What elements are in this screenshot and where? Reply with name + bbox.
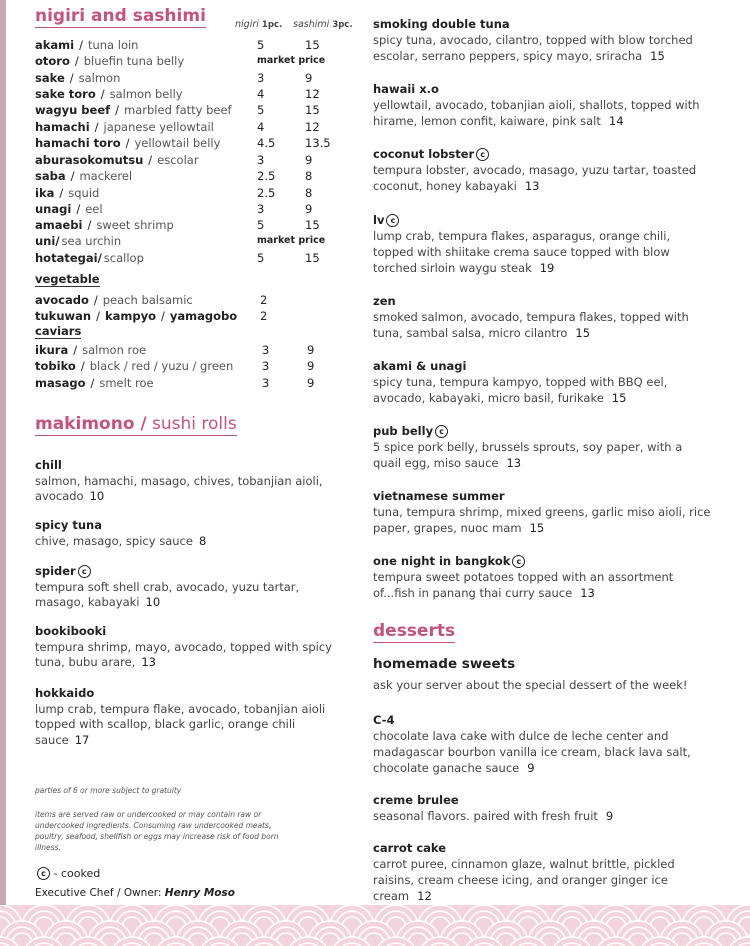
- roll-name-text: spicy tuna: [35, 518, 102, 532]
- roll-name-text: hawaii x.o: [373, 82, 439, 96]
- roll-desc: [35, 640, 335, 671]
- item-desc: black / red / yuzu / green: [89, 359, 234, 373]
- nigiri-price: 5: [257, 38, 265, 52]
- nigiri-row: [35, 233, 355, 249]
- nigiri-title-wrap: [35, 6, 206, 28]
- roll-name-text: hokkaido: [35, 686, 95, 700]
- separator: /: [69, 71, 74, 85]
- roll-desc: [373, 32, 713, 64]
- item-name: tobiko: [35, 359, 76, 373]
- roll-name-text: vietnamese summer: [373, 489, 505, 503]
- roll-price: 15: [650, 49, 665, 63]
- item-name: uni/: [35, 234, 60, 248]
- item-name: akami: [35, 38, 75, 52]
- desserts-title-wrap: [373, 621, 455, 643]
- roll-desc: [373, 439, 713, 471]
- roll-name-text: chill: [35, 458, 62, 472]
- nigiri-row: [35, 201, 355, 217]
- sashimi-price: 15: [305, 38, 320, 52]
- nigiri-price: 3: [257, 153, 265, 167]
- roll-name-text: pub belly: [373, 424, 434, 438]
- cooked-legend: [35, 867, 100, 880]
- makimono-title: [35, 414, 237, 436]
- roll-price: 19: [539, 261, 555, 275]
- dessert-name: C-4: [373, 713, 395, 727]
- separator: /: [87, 218, 92, 232]
- roll-name: [35, 458, 335, 474]
- sashimi-col-header: [293, 19, 353, 30]
- roll-name-text: bookibooki: [35, 624, 107, 638]
- separator: /: [80, 359, 85, 373]
- roll-name: [35, 624, 335, 640]
- roll-name: [373, 212, 713, 228]
- nigiri-price: 3: [262, 359, 270, 373]
- roll-item: [373, 488, 713, 536]
- nigiri-row: [35, 250, 355, 266]
- cooked-icon: c: [386, 214, 399, 227]
- roll-name-text: spider: [35, 564, 76, 578]
- item-desc: sweet shrimp: [96, 218, 174, 232]
- desserts-title: desserts: [373, 621, 456, 641]
- separator: /: [90, 376, 95, 390]
- nigiri-price: 4.5: [257, 136, 276, 150]
- separator: /: [70, 169, 75, 183]
- homemade-desc: [373, 677, 713, 693]
- nigiri-price: 5: [257, 218, 265, 232]
- roll-desc-text: yellowtail, avocado, tobanjian aioli, shallots, topped with hirame, lemon confit, kaiware, pink salt: [373, 98, 700, 128]
- separator: /: [94, 120, 99, 134]
- caviar-row: [35, 358, 355, 374]
- item-desc: marbled fatty beef: [124, 103, 232, 117]
- homemade-title: homemade sweets: [373, 656, 516, 672]
- vegetable-row-pickles: tukuwan / kampyo / yamagobo 2: [35, 309, 268, 323]
- separator: /: [100, 87, 105, 101]
- roll-name-text: lv: [373, 213, 385, 227]
- dessert-desc-text: carrot puree, cinnamon glaze, walnut brittle, pickled raisins, cream cheese icing, and oranger ginger ice cream: [373, 857, 675, 903]
- sashimi-header-qty: 3pc.: [332, 20, 353, 30]
- dessert-desc: [373, 856, 713, 904]
- roll-item: [373, 358, 713, 406]
- roll-desc-text: tempura shrimp, mayo, avocado, topped with spicy tuna, bubu arare,: [35, 639, 332, 669]
- item-desc: smelt roe: [99, 376, 154, 390]
- nigiri-col-header: [235, 19, 282, 30]
- makimono-title-a: makimono /: [35, 414, 147, 434]
- footer-wave-pattern: [0, 905, 750, 946]
- nigiri-price: 3: [262, 343, 270, 357]
- roll-desc: [373, 569, 713, 601]
- nigiri-title: nigiri and sashimi: [35, 6, 206, 26]
- roll-item: [373, 146, 713, 194]
- sashimi-price: 13.5: [305, 136, 331, 150]
- roll-desc-text: tempura lobster, avocado, masago, yuzu tartar, toasted coconut, honey kabayaki: [373, 163, 697, 193]
- roll-price: 15: [575, 326, 591, 340]
- roll-item: [35, 686, 335, 748]
- nigiri-price: 3: [257, 71, 265, 85]
- item-name: masago: [35, 376, 86, 390]
- item-desc: squid: [68, 186, 100, 200]
- separator: /: [76, 202, 81, 216]
- item-desc: scallop: [103, 251, 144, 265]
- dessert-desc: [373, 728, 713, 776]
- sashimi-header-label: sashimi: [293, 19, 330, 30]
- roll-desc-text: spicy tuna, avocado, cilantro, topped with blow torched escolar, serrano peppers, spicy mayo, sriracha: [373, 33, 693, 63]
- gratuity-note: parties of 6 or more subject to gratuity: [35, 786, 182, 795]
- roll-name-text: smoking double tuna: [373, 17, 510, 31]
- nigiri-price: 5: [257, 103, 265, 117]
- roll-item: [373, 293, 713, 341]
- item-desc: tuna loin: [87, 38, 139, 52]
- roll-desc-text: smoked salmon, avocado, tempura flakes, topped with tuna, sambal salsa, micro cilantro: [373, 310, 689, 340]
- item-desc: eel: [85, 202, 103, 216]
- sashimi-price: 9: [305, 202, 313, 216]
- item-name: otoro: [35, 54, 70, 68]
- roll-item: [35, 458, 335, 505]
- roll-name-text: akami & unagi: [373, 359, 467, 373]
- roll-desc: [373, 309, 713, 341]
- item-name: amaebi: [35, 218, 83, 232]
- roll-price: 15: [529, 521, 545, 535]
- roll-desc: [373, 97, 713, 129]
- vegetable-price: 2: [260, 293, 268, 307]
- item-desc: escolar: [157, 153, 199, 167]
- item-name: wagyu beef: [35, 103, 111, 117]
- item-desc: salmon belly: [109, 87, 183, 101]
- roll-price: 17: [74, 732, 90, 747]
- dessert-item: [373, 792, 713, 824]
- roll-desc-text: 5 spice pork belly, brussels sprouts, soy paper, with a quail egg, miso sauce: [373, 440, 683, 470]
- roll-name: [373, 553, 713, 569]
- market-price: market price: [257, 235, 326, 246]
- dessert-price: 9: [605, 809, 614, 823]
- separator: /: [148, 153, 153, 167]
- roll-name: [373, 146, 713, 162]
- roll-desc-text: tuna, tempura shrimp, mixed greens, garlic miso aioli, rice paper, grapes, nuoc mam: [373, 505, 711, 535]
- cooked-legend-text: - cooked: [53, 867, 101, 880]
- dessert-price: 12: [417, 889, 432, 903]
- dessert-item: [373, 712, 713, 776]
- roll-desc: [373, 228, 713, 276]
- nigiri-price: 3: [257, 202, 265, 216]
- roll-price: 13: [141, 655, 156, 669]
- homemade-desc-text: ask your server about the special dessert of the week!: [373, 678, 688, 692]
- dessert-price: 9: [527, 761, 535, 775]
- roll-price: 13: [524, 179, 540, 193]
- sashimi-price: 15: [305, 218, 320, 232]
- caviar-row: [35, 375, 355, 391]
- roll-price: 10: [89, 489, 105, 503]
- sashimi-price: 9: [305, 71, 313, 85]
- vegetable-desc: peach balsamic: [102, 293, 193, 307]
- item-name: ika: [35, 186, 55, 200]
- sashimi-price: 8: [305, 186, 313, 200]
- roll-desc-text: tempura soft shell crab, avocado, yuzu tartar, masago, kabayaki: [35, 579, 300, 609]
- caviar-row: [35, 342, 355, 358]
- roll-item: [373, 553, 713, 601]
- item-desc: bluefin tuna belly: [83, 54, 185, 68]
- roll-desc: [35, 534, 335, 550]
- wave-pattern-graphic: [0, 905, 750, 946]
- nigiri-row: [35, 70, 355, 86]
- separator: /: [125, 136, 130, 150]
- sashimi-price: 9: [307, 343, 315, 357]
- roll-desc: [373, 162, 713, 194]
- item-desc: mackerel: [79, 169, 133, 183]
- roll-desc-text: lump crab, tempura flake, avocado, tobanjian aioli topped with scallop, black garlic, orange chili sauce: [35, 701, 326, 747]
- separator: /: [74, 54, 79, 68]
- cooked-icon: c: [476, 148, 489, 161]
- roll-name: [373, 358, 713, 374]
- roll-item: [373, 16, 713, 64]
- roll-name: [373, 16, 713, 32]
- sashimi-price: 15: [305, 251, 320, 265]
- sashimi-price: 8: [305, 169, 313, 183]
- item-name: unagi: [35, 202, 72, 216]
- separator: /: [73, 343, 78, 357]
- item-name: hamachi: [35, 120, 90, 134]
- roll-name: [35, 564, 335, 580]
- vegetable-title: vegetable: [35, 272, 100, 286]
- vegetable-tukuwan: tukuwan: [35, 309, 92, 323]
- sashimi-price: 9: [307, 376, 315, 390]
- nigiri-price: 4: [257, 87, 265, 101]
- roll-name-text: zen: [373, 294, 396, 308]
- roll-price: 13: [580, 586, 595, 600]
- dessert-item: [373, 840, 713, 904]
- roll-price: 15: [611, 391, 627, 405]
- chef-label: Executive Chef / Owner:: [35, 887, 162, 899]
- makimono-title-wrap: [35, 414, 237, 436]
- item-name: saba: [35, 169, 66, 183]
- roll-desc: [35, 474, 335, 505]
- item-desc: salmon roe: [82, 343, 147, 357]
- roll-desc-text: spicy tuna, tempura kampyo, topped with BBQ eel, avocado, kabayaki, micro basil, furikake: [373, 375, 668, 405]
- nigiri-row: [35, 185, 355, 201]
- roll-price: 13: [506, 456, 522, 470]
- nigiri-price: 5: [257, 251, 265, 265]
- vegetable-kampyo: kampyo: [104, 309, 156, 323]
- raw-food-warning: items are served raw or undercooked or may contain raw or undercooked ingredients. Consuming raw undercooked meats, poultry, seafood, shellfish or eggs may increase risk of food born illness.: [35, 810, 279, 852]
- cooked-icon: c: [37, 867, 50, 880]
- chef-name: Henry Moso: [164, 887, 235, 899]
- vegetable-yamagobo: yamagobo: [169, 309, 238, 323]
- sashimi-price: 9: [307, 359, 315, 373]
- roll-name: [35, 686, 335, 702]
- nigiri-row: [35, 37, 355, 53]
- sashimi-price: 9: [305, 153, 313, 167]
- roll-item: [35, 564, 335, 611]
- market-price: market price: [257, 55, 326, 66]
- left-border: [0, 0, 6, 905]
- sashimi-price: 12: [305, 87, 320, 101]
- sashimi-price: 12: [305, 120, 320, 134]
- nigiri-row: [35, 152, 355, 168]
- caviars-title: caviars: [35, 324, 82, 338]
- item-name: aburasokomutsu: [35, 153, 144, 167]
- item-name: ikura: [35, 343, 69, 357]
- nigiri-row: [35, 102, 355, 118]
- dessert-desc-text: seasonal flavors. paired with fresh fruit: [373, 809, 598, 823]
- roll-name: [373, 293, 713, 309]
- separator: /: [59, 186, 64, 200]
- roll-price: 14: [608, 114, 624, 128]
- item-desc: yellowtail belly: [134, 136, 221, 150]
- nigiri-row: [35, 53, 355, 69]
- nigiri-row: [35, 168, 355, 184]
- sashimi-price: 15: [305, 103, 320, 117]
- roll-name-text: one night in bangkok: [373, 554, 511, 568]
- roll-desc-text: lump crab, tempura flakes, asparagus, orange chili, topped with shiitake crema sauce topped with blow torched sirloin waygu steak: [373, 229, 671, 275]
- roll-desc: [373, 504, 713, 536]
- item-name: hamachi toro: [35, 136, 121, 150]
- roll-desc-text: tempura sweet potatoes topped with an assortment of...fish in panang thai curry sauce: [373, 570, 674, 600]
- makimono-title-b: sushi rolls: [146, 414, 237, 434]
- roll-desc: [35, 702, 335, 749]
- dessert-name: carrot cake: [373, 841, 447, 855]
- vegetable-name: avocado: [35, 293, 89, 307]
- roll-name: [373, 81, 713, 97]
- item-desc: sea urchin: [61, 234, 122, 248]
- roll-item: [373, 81, 713, 129]
- roll-desc: [35, 580, 335, 611]
- roll-desc-text: chive, masago, spicy sauce: [35, 533, 193, 548]
- roll-name: [373, 423, 713, 439]
- item-name: hotategai/: [35, 251, 102, 265]
- nigiri-header-label: nigiri: [235, 19, 259, 30]
- vegetable-row-avocado: avocado / peach balsamic 2: [35, 293, 268, 307]
- roll-item: [35, 624, 335, 671]
- separator: /: [79, 38, 83, 52]
- chef-credit: [35, 887, 235, 899]
- nigiri-price: 3: [262, 376, 270, 390]
- nigiri-header-qty: 1pc.: [261, 20, 283, 30]
- roll-price: 8: [198, 533, 207, 548]
- roll-name: [35, 518, 335, 534]
- cooked-icon: c: [435, 425, 448, 438]
- roll-item: [373, 423, 713, 471]
- roll-item: [373, 212, 713, 276]
- item-desc: salmon: [78, 71, 121, 85]
- cooked-icon: c: [512, 555, 525, 568]
- cooked-icon: c: [78, 565, 91, 578]
- roll-name: [373, 488, 713, 504]
- dessert-name: creme brulee: [373, 793, 459, 807]
- nigiri-row: [35, 217, 355, 233]
- dessert-desc: [373, 808, 713, 824]
- item-name: sake: [35, 71, 65, 85]
- roll-price: 10: [145, 595, 161, 609]
- dessert-desc-text: chocolate lava cake with dulce de leche center and madagascar bourbon vanilla ice cream, black lava salt, chocolate ganache sauce: [373, 729, 691, 775]
- nigiri-price: 4: [257, 120, 265, 134]
- nigiri-row: [35, 135, 355, 151]
- item-desc: japanese yellowtail: [103, 120, 214, 134]
- roll-name-text: coconut lobster: [373, 147, 475, 161]
- separator: /: [115, 103, 120, 117]
- nigiri-row: [35, 119, 355, 135]
- roll-item: [35, 518, 335, 549]
- roll-desc: [373, 374, 713, 406]
- vegetable-price: 2: [260, 309, 268, 323]
- nigiri-price: 2.5: [257, 169, 276, 183]
- item-name: sake toro: [35, 87, 96, 101]
- roll-desc-text: salmon, hamachi, masago, chives, tobanjian aioli, avocado: [35, 473, 323, 503]
- nigiri-row: [35, 86, 355, 102]
- nigiri-price: 2.5: [257, 186, 276, 200]
